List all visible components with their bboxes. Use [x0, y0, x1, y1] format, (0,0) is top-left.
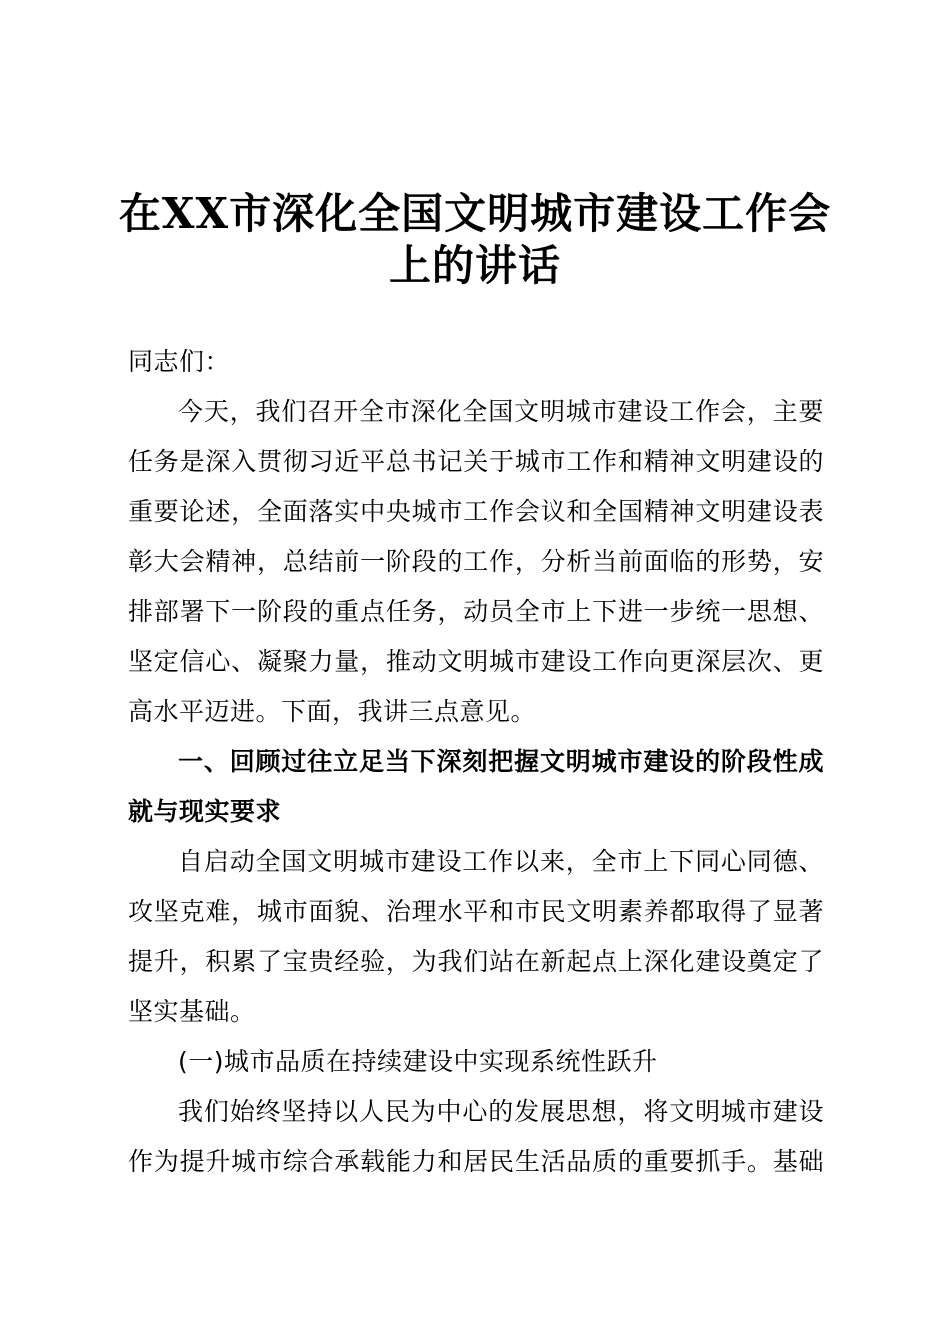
section-heading-line: 就与现实要求 — [128, 797, 282, 826]
paragraph-line: 提升，积累了宝贵经验，为我们站在新起点上深化建设奠定了 — [128, 947, 824, 976]
paragraph-line: 任务是深入贯彻习近平总书记关于城市工作和精神文明建设的 — [128, 447, 824, 476]
section-heading-line: 一、回顾过往立足当下深刻把握文明城市建设的阶段性成 — [178, 747, 824, 776]
paragraph-line: 自启动全国文明城市建设工作以来，全市上下同心同德、 — [178, 847, 824, 876]
paragraph-line: 坚定信心、凝聚力量，推动文明城市建设工作向更深层次、更 — [128, 647, 824, 676]
document-body — [128, 337, 824, 1187]
subsection-heading: (一)城市品质在持续建设中实现系统性跃升 — [178, 1047, 658, 1076]
paragraph-line: 坚实基础。 — [128, 997, 256, 1026]
document-title-line-1: 在XX市深化全国文明城市建设工作会 — [118, 189, 832, 238]
paragraph-line: 作为提升城市综合承载能力和居民生活品质的重要抓手。基础 — [128, 1147, 824, 1176]
paragraph-line: 我们始终坚持以人民为中心的发展思想，将文明城市建设 — [178, 1097, 824, 1126]
paragraph-line: 今天，我们召开全市深化全国文明城市建设工作会，主要 — [178, 397, 824, 426]
paragraph-line: 彰大会精神，总结前一阶段的工作，分析当前面临的形势，安 — [128, 547, 824, 576]
salutation: 同志们： — [128, 347, 231, 376]
paragraph-line: 重要论述，全面落实中央城市工作会议和全国精神文明建设表 — [128, 497, 824, 526]
document-title-line-2: 上的讲话 — [388, 241, 561, 290]
paragraph-line: 攻坚克难，城市面貌、治理水平和市民文明素养都取得了显著 — [128, 897, 824, 926]
paragraph-line: 高水平迈进。下面，我讲三点意见。 — [128, 697, 537, 726]
paragraph-line: 排部署下一阶段的重点任务，动员全市上下进一步统一思想、 — [128, 597, 824, 626]
